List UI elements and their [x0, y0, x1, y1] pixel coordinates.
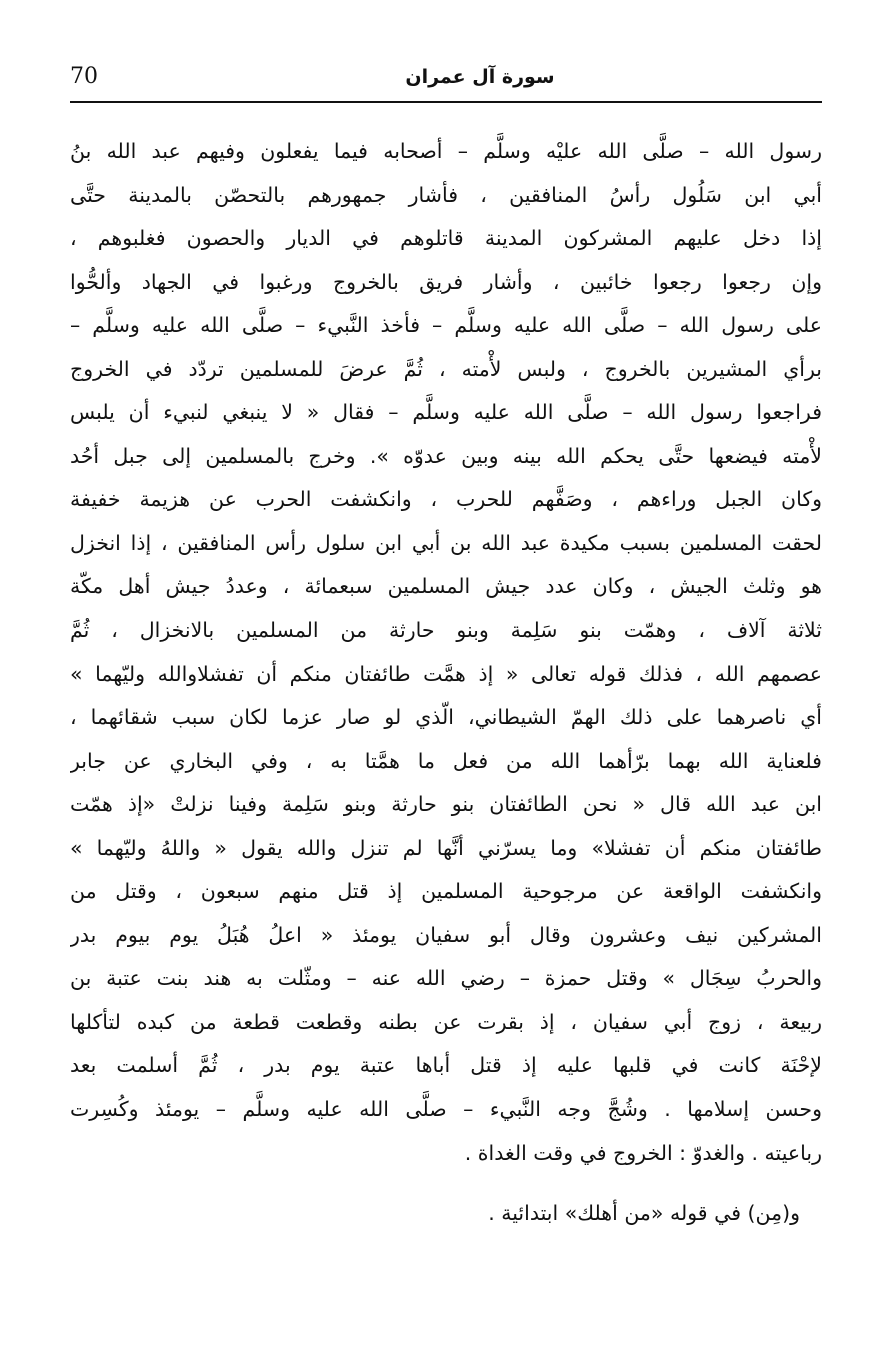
text-line: هو وثلث الجيش ، وكان عدد جيش المسلمين سبعمائة ، وعددُ جيش أهل مكّة: [70, 574, 822, 599]
text-line: وإن رجعوا رجعوا خائبين ، وأشار فريق بالخروج ورغبوا في الجهاد وألحُّوا: [70, 269, 822, 294]
surah-title: سورة آل عمران: [405, 66, 555, 88]
text-line: عصمهم الله ، فذلك قوله تعالى « إذ همَّت طائفتان منكم أن تفشلاوالله وليّهما »: [70, 661, 822, 686]
text-line: المشركين نيف وعشرون وقال أبو سفيان يومئذ « اعلُ هُبَلُ يوم بيوم بدر: [70, 922, 822, 947]
text-line: لإحْنَة كانت في قلبها عليه إذ قتل أباها عتبة يوم بدر ، ثُمَّ أسلمت بعد: [70, 1053, 822, 1078]
text-line: وانكشفت الواقعة عن مرجوحية المسلمين إذ قتل منهم سبعون ، وقتل من: [70, 879, 822, 904]
page-number: 70: [70, 64, 98, 89]
text-line: لأْمته فيضعها حتَّى يحكم الله بينه وبين عدوّه ». وخرج بالمسلمين إلى جبل أحُد: [70, 443, 822, 468]
text-line: فراجعوا رسول الله – صلَّى الله عليه وسلَّم – فقال « لا ينبغي لنبيء أن يلبس: [70, 400, 822, 425]
text-line: أبي ابن سَلُول رأسُ المنافقين ، فأشار جمهورهم بالتحصّن بالمدينة حتَّى: [70, 182, 822, 207]
text-line: فلعناية الله بهما برّأهما الله من فعل ما همَّتا به ، وفي البخاري عن جابر: [70, 748, 822, 773]
text-line: إذا دخل عليهم المشركون المدينة قاتلوهم في الديار والحصون فغلبوهم ،: [70, 226, 822, 251]
text-line: وكان الجبل وراءهم ، وصَفَّهم للحرب ، وانكشفت الحرب عن هزيمة خفيفة: [70, 487, 822, 512]
footnote: و(مِن) في قوله «من أهلك» ابتدائية .: [488, 1201, 800, 1225]
text-line: والحربُ سِجَال » وقتل حمزة – رضي الله عنه – ومثّلت به هند بنت عتبة بن: [70, 966, 822, 991]
text-line: رباعيته . والغدوّ : الخروج في وقت الغداة .: [464, 1140, 822, 1165]
text-line: على رسول الله – صلَّى الله عليه وسلَّم – فأخذ النَّبيء – صلَّى الله عليه وسلَّم –: [70, 313, 822, 338]
text-line: ابن عبد الله قال « نحن الطائفتان بنو حارثة وبنو سَلِمة وفينا نزلتْ «إذ همّت: [70, 792, 822, 817]
main-text: [70, 130, 822, 1175]
text-line: أي ناصرهما على ذلك الهمّ الشيطاني، الّذي لو صار عزما لكان سبب شقائهما ،: [70, 705, 822, 730]
text-line: رسول الله – صلَّى الله عليْه وسلَّم – أصحابه فيما يفعلون وفيهم عبد الله بنُ: [70, 139, 822, 163]
text-line: طائفتان منكم أن تفشلا» وما يسرّني أنَّها لم تنزل والله يقول « واللهُ وليّهما »: [70, 835, 822, 860]
text-line: وحسن إسلامها . وشُجَّ وجه النَّبيء – صلَّى الله عليه وسلَّم – يومئذ وكُسِرت: [70, 1097, 822, 1122]
running-head: [70, 62, 820, 98]
header-divider: [70, 101, 822, 103]
text-line: برأي المشيرين بالخروج ، ولبس لأْمته ، ثُمَّ عرضَ للمسلمين تردّد في الخروج: [70, 356, 822, 381]
text-line: ربيعة ، زوج أبي سفيان ، إذ بقرت عن بطنه وقطعت قطعة من كبده لتأكلها: [70, 1009, 822, 1034]
text-line: لحقت المسلمين بسبب مكيدة عبد الله بن أبي ابن سلول رأس المنافقين ، إذا انخزل: [70, 530, 822, 555]
text-line: ثلاثة آلاف ، وهمّت بنو سَلِمة وبنو حارثة من المسلمين بالانخزال ، ثُمَّ: [70, 618, 822, 643]
